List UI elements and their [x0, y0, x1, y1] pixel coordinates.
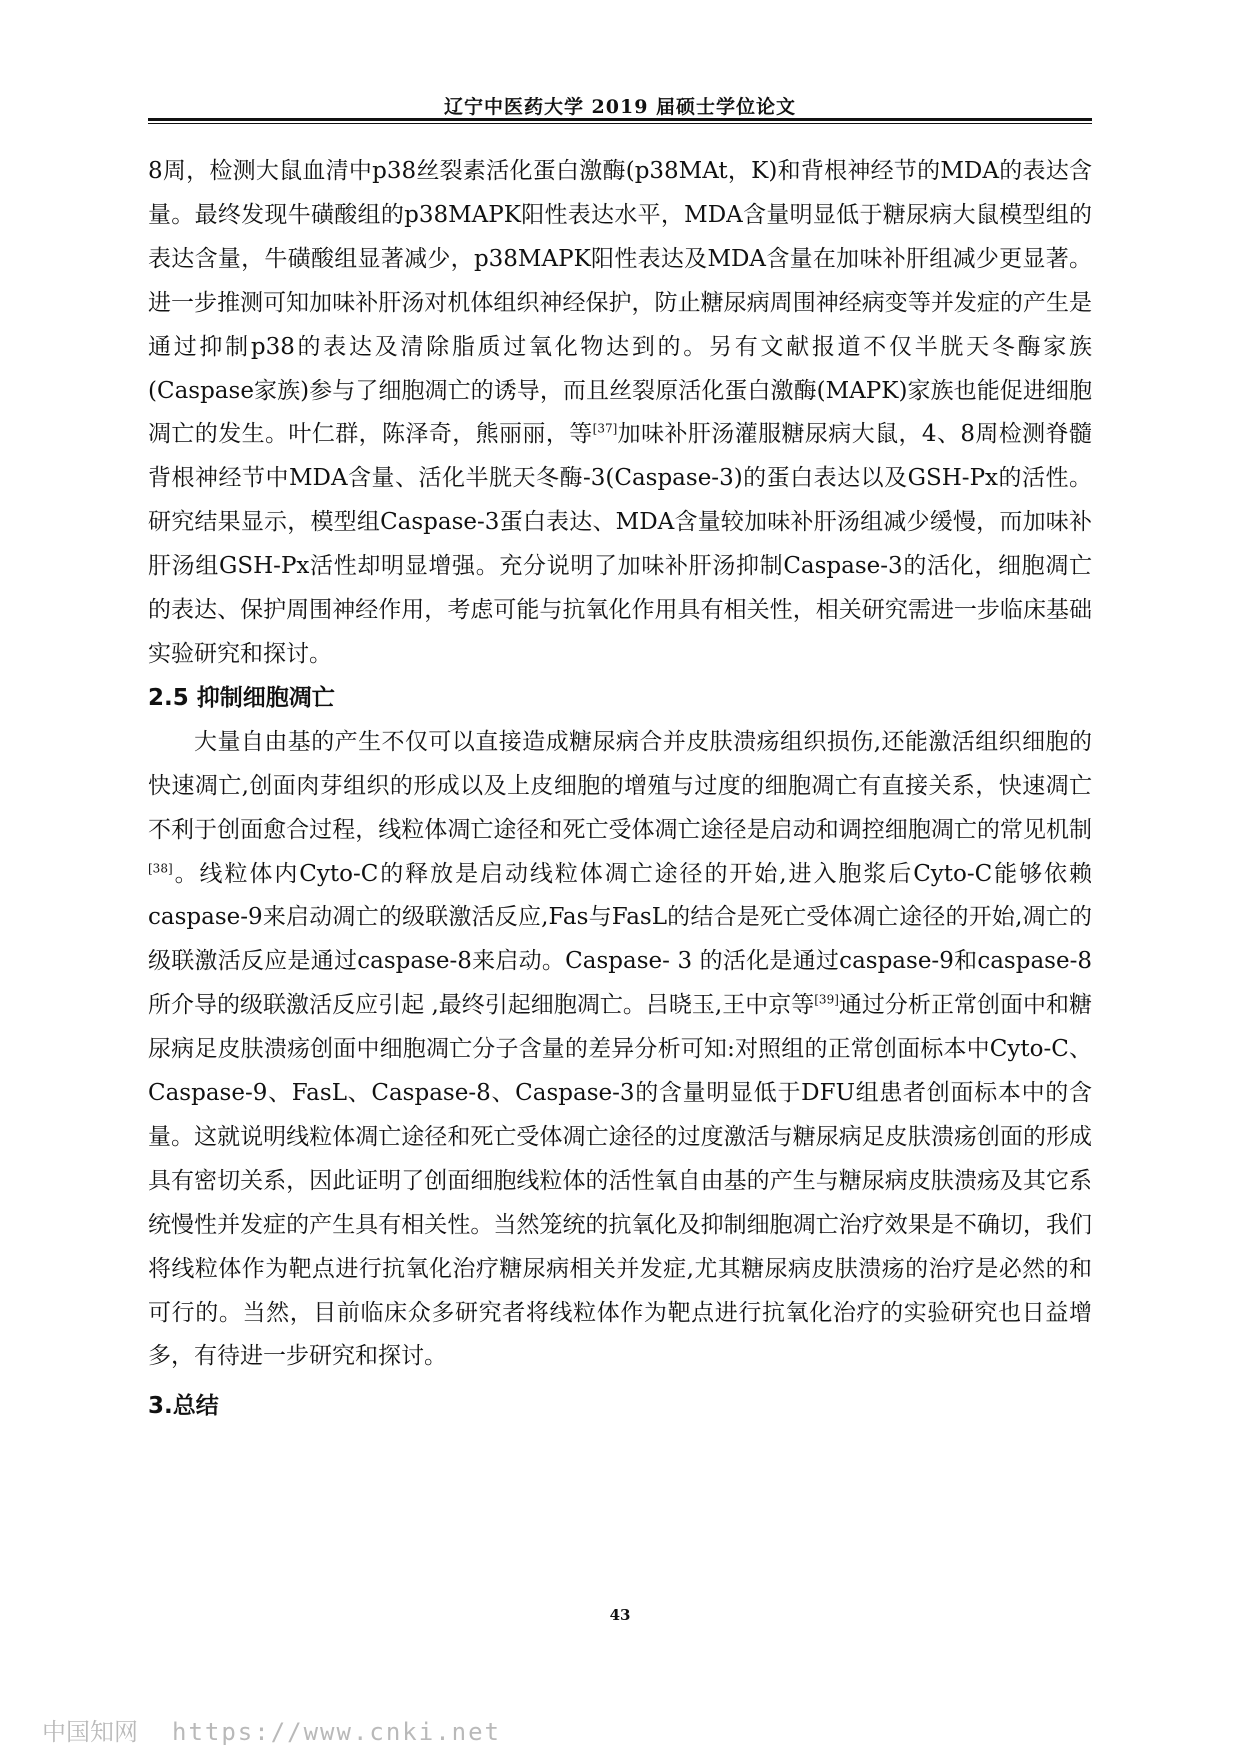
paragraph-continued — [148, 150, 1092, 677]
paragraph — [148, 721, 1092, 1380]
watermark — [42, 1712, 501, 1747]
header-rule — [148, 118, 1092, 121]
section-heading: 3.总结 — [148, 1393, 219, 1420]
watermark-brand: 中国知网 — [42, 1718, 138, 1746]
paragraph-text: 通过分析正常创面中和糖尿病足皮肤溃疡创面中细胞凋亡分子含量的差异分析可知:对照组的正常创面标本中Cyto-C、Caspase-9、FasL、Caspase-8、Caspase-3的含量明显低于DFU组患者创面标本中的含量。这就说明线粒体凋亡途径和死亡受体凋亡途径的过度激活与糖尿病足皮肤溃疡创面的形成具有密切关系，因此证明了创面细胞线粒体的活性氧自由基的产生与糖尿病皮肤溃疡及其它系统慢性并发症的产生具有相关性。当然笼统的抗氧化及抑制细胞凋亡治疗效果是不确切，我们将线粒体作为靶点进行抗氧化治疗糖尿病相关并发症,尤其糖尿病皮肤溃疡的治疗是必然的和可行的。当然，目前临床众多研究者将线粒体作为靶点进行抗氧化治疗的实验研究也日益增多，有待进一步研究和探讨。 — [148, 992, 1093, 1370]
running-header: 辽宁中医药大学 2019 届硕士学位论文 — [443, 96, 797, 118]
paragraph-text: 8周，检测大鼠血清中p38丝裂素活化蛋白激酶(p38MAt，K)和背根神经节的MDA的表达含量。最终发现牛磺酸组的p38MAPK阳性表达水平，MDA含量明显低于糖尿病大鼠模型组的表达含量，牛磺酸组显著减少，p38MAPK阳性表达及MDA含量在加味补肝组减少更显著。进一步推测可知加味补肝汤对机体组织神经保护，防止糖尿病周围神经病变等并发症的产生是通过抑制p38的表达及清除脂质过氧化物达到的。另有文献报道不仅半胱天冬酶家族(Caspase家族)参与了细胞凋亡的诱导，而且丝裂原活化蛋白激酶(MAPK)家族也能促进细胞凋亡的发生。叶仁群，陈泽奇，熊丽丽，等 — [148, 158, 1092, 448]
paragraph-text: 。线粒体内Cyto-C的释放是启动线粒体凋亡途径的开始,进入胞浆后Cyto-C能够依赖caspase-9来启动凋亡的级联激活反应,Fas与FasL的结合是死亡受体凋亡途径的开始,凋亡的级联激活反应是通过caspase-8来启动。Caspase- 3 的活化是通过caspase-9和caspase-8所介导的级联激活反应引起 ,最终引起细胞凋亡。吕晓玉,王中京等 — [148, 860, 1092, 1019]
watermark-url: https://www.cnki.net — [172, 1718, 501, 1746]
document-body — [148, 150, 1092, 1429]
header-rule-thin — [148, 123, 1092, 124]
page-number: 43 — [609, 1606, 631, 1624]
paragraph-text: 加味补肝汤灌服糖尿病大鼠，4、8周检测脊髓背根神经节中MDA含量、活化半胱天冬酶-3(Caspase-3)的蛋白表达以及GSH-Px的活性。研究结果显示，模型组Caspase-3蛋白表达、MDA含量较加味补肝汤组减少缓慢，而加味补肝汤组GSH-Px活性却明显增强。充分说明了加味补肝汤抑制Caspase-3的活化，细胞凋亡的表达、保护周围神经作用，考虑可能与抗氧化作用具有相关性，相关研究需进一步临床基础实验研究和探讨。 — [148, 421, 1092, 667]
citation-ref: [37] — [592, 421, 618, 436]
paragraph-text: 大量自由基的产生不仅可以直接造成糖尿病合并皮肤溃疡组织损伤,还能激活组织细胞的快速凋亡,创面肉芽组织的形成以及上皮细胞的增殖与过度的细胞凋亡有直接关系，快速凋亡不利于创面愈合过程，线粒体凋亡途径和死亡受体凋亡途径是启动和调控细胞凋亡的常见机制 — [148, 728, 1092, 843]
citation-ref: [39] — [814, 992, 839, 1007]
section-heading: 2.5 抑制细胞凋亡 — [148, 684, 335, 711]
citation-ref: [38] — [148, 860, 173, 875]
